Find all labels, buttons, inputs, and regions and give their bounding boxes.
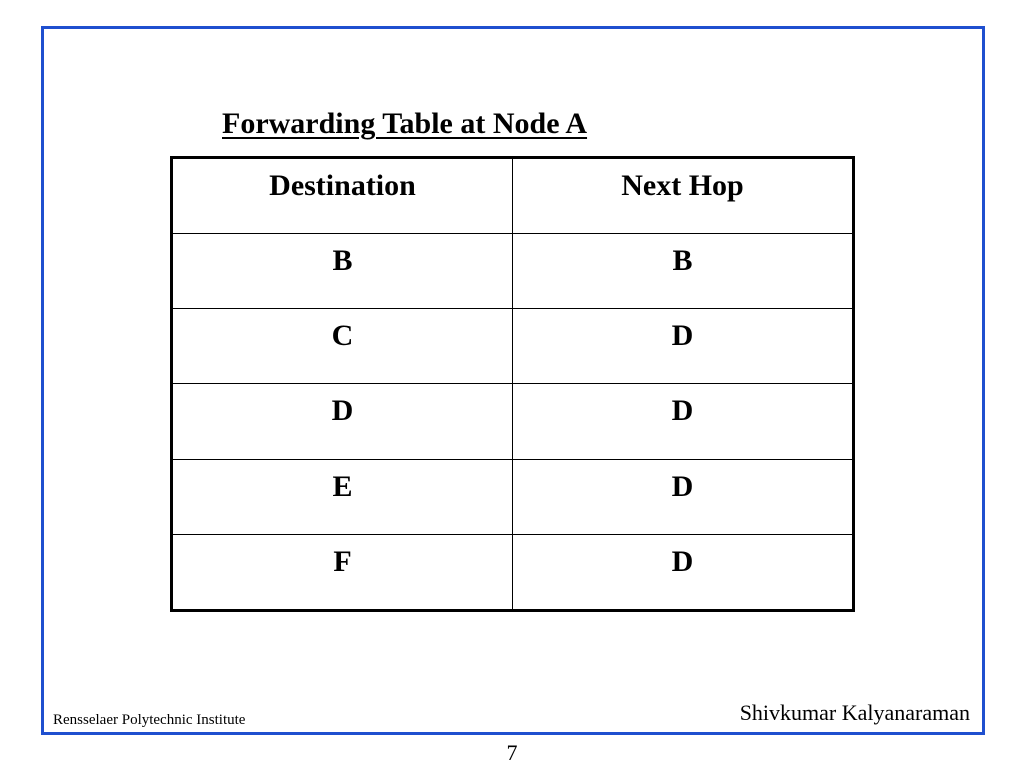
next-hop-cell: D	[513, 459, 854, 534]
page-number: 7	[506, 740, 518, 765]
table-row	[172, 309, 854, 384]
table-row	[172, 384, 854, 459]
destination-cell: B	[172, 234, 513, 309]
destination-cell: C	[172, 309, 513, 384]
column-header-next-hop: Next Hop	[513, 158, 854, 234]
footer-institution: Rensselaer Polytechnic Institute	[53, 712, 246, 728]
table-row	[172, 459, 854, 534]
forwarding-table	[170, 156, 855, 612]
column-header-destination: Destination	[172, 158, 513, 234]
next-hop-cell: D	[513, 534, 854, 610]
destination-cell: D	[172, 384, 513, 459]
table-header-row	[172, 158, 854, 234]
destination-cell: F	[172, 534, 513, 610]
footer-author: Shivkumar Kalyanaraman	[739, 700, 970, 725]
destination-cell: E	[172, 459, 513, 534]
table-row	[172, 234, 854, 309]
slide-title: Forwarding Table at Node A	[222, 107, 588, 140]
table-row	[172, 534, 854, 610]
next-hop-cell: D	[513, 384, 854, 459]
next-hop-cell: D	[513, 309, 854, 384]
next-hop-cell: B	[513, 234, 854, 309]
